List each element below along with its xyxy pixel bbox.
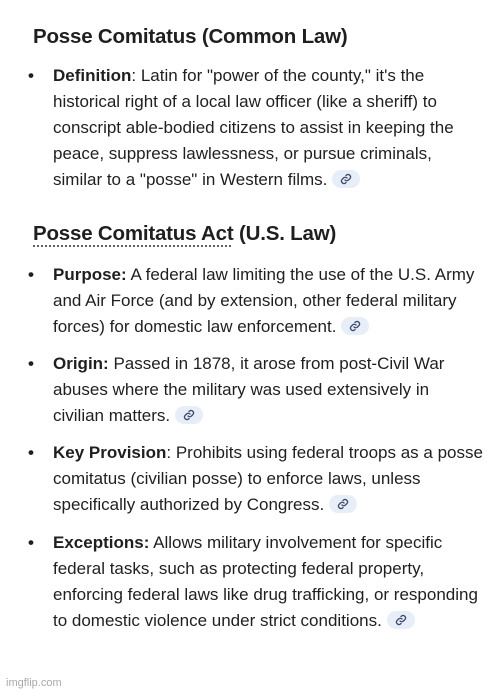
item-body: : Prohibits using federal troops as a posse comitatus (civilian posse) to enforce laws, unless specifically authorized by Congress. <box>53 443 483 514</box>
source-link-button[interactable] <box>175 406 203 424</box>
source-link-button[interactable] <box>329 495 357 513</box>
bullet: • <box>28 443 34 462</box>
item-term: Definition <box>53 66 132 85</box>
bullet: • <box>28 354 34 373</box>
source-link-button[interactable] <box>341 317 369 335</box>
link-icon <box>395 614 407 626</box>
item-term: Key Provision <box>53 443 167 462</box>
item-body: A federal law limiting the use of the U.S. Army and Air Force (and by extension, other federal military forces) for domestic law enforcement. <box>53 265 475 336</box>
list-item-purpose <box>28 262 483 340</box>
link-icon <box>340 173 352 185</box>
item-text <box>53 440 483 518</box>
watermark: imgflip.com <box>6 677 62 689</box>
link-icon <box>183 409 195 421</box>
source-link-button[interactable] <box>332 170 360 188</box>
bullet: • <box>28 533 34 552</box>
list-item-origin <box>28 351 483 429</box>
item-term: Purpose: <box>53 265 127 284</box>
link-icon <box>349 320 361 332</box>
item-text <box>53 63 483 193</box>
list-item-definition <box>28 63 483 193</box>
source-link-button[interactable] <box>387 611 415 629</box>
item-text <box>53 262 483 340</box>
act-term-link[interactable]: Posse Comitatus Act <box>33 222 234 245</box>
item-text <box>53 351 483 429</box>
item-body: Passed in 1878, it arose from post-Civil War abuses where the military was used extensively in civilian matters. <box>53 354 445 425</box>
bullet: • <box>28 66 34 85</box>
section-heading-common-law: Posse Comitatus (Common Law) <box>33 25 348 48</box>
link-icon <box>337 498 349 510</box>
item-term: Origin: <box>53 354 109 373</box>
section-heading-act <box>33 222 336 246</box>
item-text <box>53 530 483 634</box>
item-body: : Latin for "power of the county," it's the historical right of a local law officer (like a sheriff) to conscript able-bodied citizens to assist in keeping the peace, suppress lawlessness, or pursue criminals, similar to a "posse" in Western films. <box>53 66 454 189</box>
bullet: • <box>28 265 34 284</box>
act-heading-rest: (U.S. Law) <box>233 222 337 245</box>
item-term: Exceptions: <box>53 533 150 552</box>
list-item-key-provision <box>28 440 483 518</box>
item-body: Allows military involvement for specific federal tasks, such as protecting federal property, enforcing federal laws like drug trafficking, or responding to domestic violence under strict conditions. <box>53 533 478 630</box>
list-item-exceptions <box>28 530 483 634</box>
